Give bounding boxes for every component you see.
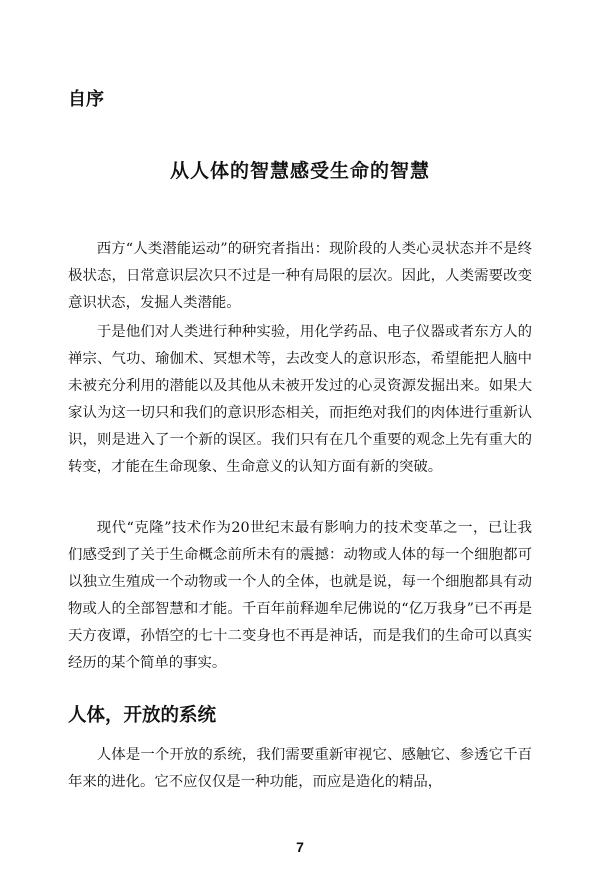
body-paragraph: 现代“克隆”技术作为20世纪末最有影响力的技术变革之一，已让我们感受到了关于生命概念前所未有的震撼：动物或人体的每一个细胞都可以独立生殖成一个动物或一个人的全体，也就是说，每一个细胞都具有动物或人的全部智慧和才能。千百年前释迦牟尼佛说的“亿万我身”已不再是天方夜谭，孙悟空的七十二变身也不再是神话，而是我们的生命可以真实经历的某个简单的事实。 — [68, 520, 532, 671]
page-number: 7 — [296, 839, 304, 855]
preface-heading: 自序 — [68, 89, 104, 110]
section-heading: 人体，开放的系统 — [68, 705, 217, 726]
body-paragraph: 西方“人类潜能运动”的研究者指出：现阶段的人类心灵状态并不是终极状态，日常意识层次只不过是一种有局限的层次。因此，人类需要改变意识状态，发掘人类潜能。 — [68, 241, 532, 311]
body-paragraph: 于是他们对人类进行种种实验，用化学药品、电子仪器或者东方人的禅宗、气功、瑜伽术、冥想术等，去改变人的意识形态，希望能把人脑中未被充分利用的潜能以及其他从未被开发过的心灵资源发掘出来。如果大家认为这一切只和我们的意识形态相关，而拒绝对我们的肉体进行重新认识，则是进入了一个新的误区。我们只有在几个重要的观念上先有重大的转变，才能在生命现象、生命意义的认知方面有新的突破。 — [68, 324, 532, 475]
chapter-title: 从人体的智慧感受生命的智慧 — [169, 160, 430, 182]
section-paragraph: 人体是一个开放的系统，我们需要重新审视它、感触它、参透它千百年来的进化。它不应仅仅是一种功能，而应是造化的精品， — [68, 747, 532, 790]
